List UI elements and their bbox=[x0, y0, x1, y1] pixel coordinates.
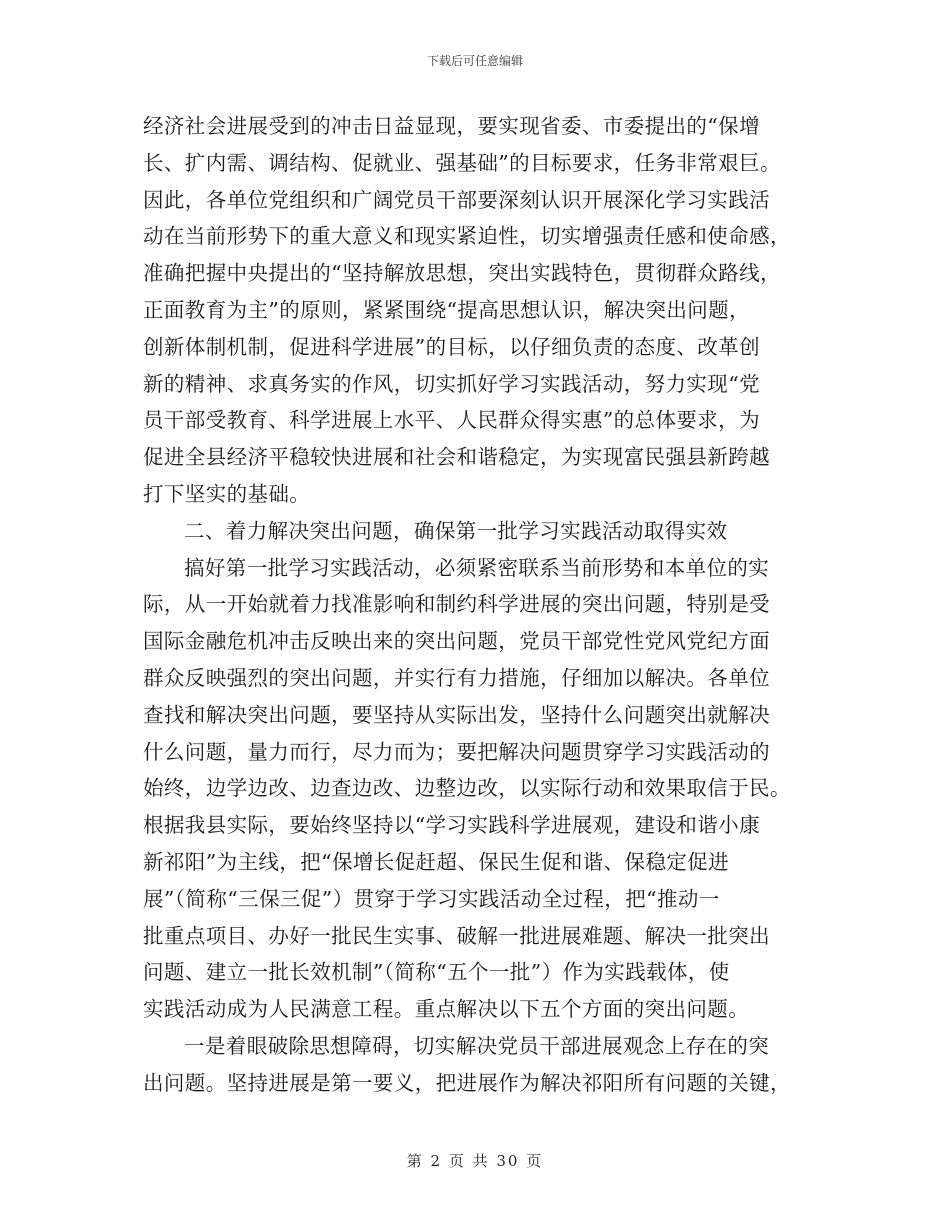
text-line: 批重点项目、办好一批民生实事、破解一批进展难题、解决一批突出 bbox=[143, 923, 770, 948]
text-line: 国际金融危机冲击反映出来的突出问题，党员干部党性党风党纪方面 bbox=[143, 629, 770, 654]
text-line: 新的精神、求真务实的作风，切实抓好学习实践活动，努力实现“党 bbox=[143, 371, 760, 396]
text-line: 问题、建立一批长效机制”（简称“五个一批”）作为实践载体，使 bbox=[143, 960, 730, 985]
text-line: 一是着眼破除思想障碍，切实解决党员干部进展观念上存在的突 bbox=[184, 1033, 770, 1058]
text-line: 搞好第一批学习实践活动，必须紧密联系当前形势和本单位的实 bbox=[184, 555, 770, 580]
text-line: 二、着力解决突出问题，确保第一批学习实践活动取得实效 bbox=[184, 518, 728, 543]
text-line: 促进全县经济平稳较快进展和社会和谐稳定，为实现富民强县新跨越 bbox=[143, 445, 770, 470]
text-line: 际，从一开始就着力找准影响和制约科学进展的突出问题，特别是受 bbox=[143, 592, 770, 617]
text-line: 出问题。坚持进展是第一要义，把进展作为解决祁阳所有问题的关键， bbox=[143, 1070, 791, 1095]
text-line: 根据我县实际，要始终坚持以“学习实践科学进展观，建设和谐小康 bbox=[143, 813, 760, 838]
page-header: 下载后可任意编辑 bbox=[426, 54, 523, 68]
text-line: 长、扩内需、调结构、促就业、强基础”的目标要求，任务非常艰巨。 bbox=[143, 150, 781, 175]
text-line: 准确把握中央提出的“坚持解放思想，突出实践特色，贯彻群众路线， bbox=[143, 261, 781, 286]
body-text bbox=[143, 108, 805, 1102]
text-line: 群众反映强烈的突出问题，并实行有力措施，仔细加以解决。各单位 bbox=[143, 665, 770, 690]
text-line: 打下坚实的基础。 bbox=[143, 481, 311, 506]
text-line: 员干部受教育、科学进展上水平、人民群众得实惠”的总体要求，为 bbox=[143, 408, 760, 433]
text-line: 始终，边学边改、边查边改、边整边改，以实际行动和效果取信于民。 bbox=[143, 776, 791, 801]
text-line: 查找和解决突出问题，要坚持从实际出发，坚持什么问题突出就解决 bbox=[143, 702, 770, 727]
text-line: 正面教育为主”的原则，紧紧围绕“提高思想认识，解决突出问题， bbox=[143, 297, 750, 322]
text-line: 新祁阳”为主线，把“保增长促赶超、保民生促和谐、保稳定促进 bbox=[143, 849, 730, 874]
text-line: 动在当前形势下的重大意义和现实紧迫性，切实增强责任感和使命感， bbox=[143, 224, 791, 249]
text-line: 实践活动成为人民满意工程。重点解决以下五个方面的突出问题。 bbox=[143, 997, 750, 1022]
text-line: 创新体制机制，促进科学进展”的目标，以仔细负责的态度、改革创 bbox=[143, 334, 760, 359]
text-line: 什么问题，量力而行，尽力而为；要把解决问题贯穿学习实践活动的 bbox=[143, 739, 770, 764]
text-line: 展”（简称“三保三促”）贯穿于学习实践活动全过程，把“推动一 bbox=[143, 886, 720, 911]
text-line: 经济社会进展受到的冲击日益显现，要实现省委、市委提出的“保增 bbox=[143, 114, 760, 138]
page-footer: 第 2 页 共 30 页 bbox=[406, 1152, 544, 1170]
text-line: 因此，各单位党组织和广阔党员干部要深刻认识开展深化学习实践活 bbox=[143, 187, 770, 212]
